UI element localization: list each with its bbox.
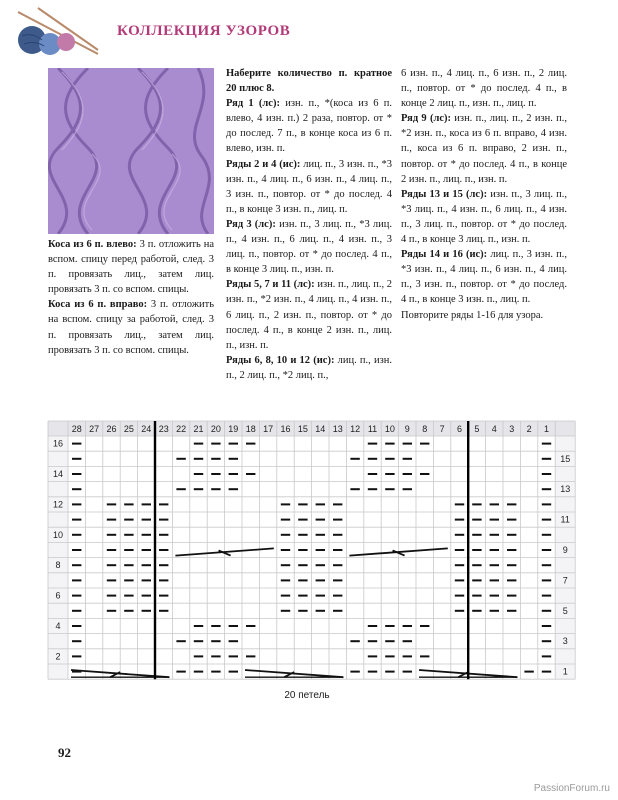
chart-row-label-right: 9 bbox=[562, 545, 568, 555]
chart-column-label: 19 bbox=[228, 424, 239, 434]
chart-column-label: 11 bbox=[367, 424, 378, 434]
chart-column-label: 4 bbox=[491, 424, 497, 434]
chart-column-label: 9 bbox=[404, 424, 410, 434]
chart-row-label-left: 16 bbox=[52, 438, 64, 449]
rows6-12-title: Ряды 6, 8, 10 и 12 (ис): bbox=[226, 354, 335, 366]
chart-column-label: 8 bbox=[422, 424, 428, 434]
chart-column-label: 25 bbox=[123, 424, 134, 434]
chart-column-label: 1 bbox=[543, 424, 550, 434]
chart-row-label-right: 1 bbox=[562, 666, 568, 677]
rows14-16-title: Ряды 14 и 16 (ис): bbox=[401, 249, 488, 261]
chart-caption: 20 петель bbox=[284, 690, 330, 701]
row1-title: Ряд 1 (лс): bbox=[226, 98, 280, 110]
chart-column-label: 22 bbox=[176, 424, 187, 434]
chart-row-label-left: 2 bbox=[55, 651, 61, 662]
chart-row-label-left: 6 bbox=[55, 590, 61, 601]
row3-text: изн. п., 3 лиц. п., *3 лиц. п., 4 изн. п., 6 лиц. п., 4 изн. п., 3 лиц. п., повтор. от * до послед. 4 п., в конце 3 лиц. п., изн. п. bbox=[226, 218, 392, 276]
rows2-4-text: лиц. п., 3 изн. п., *3 изн. п., 4 лиц. п., 6 изн. п., 4 лиц. п., 3 изн. п., повтор. от * до послед. 4 п., в конце 3 изн. п., лиц. п. bbox=[226, 158, 393, 215]
chart-column-label: 5 bbox=[474, 424, 480, 434]
rows13-15-text: изн. п., 3 лиц. п., *3 лиц. п., 4 изн. п., 6 лиц. п., 4 изн. п., 3 лиц. п., повтор. от * до послед. 4 п., в конце 3 лиц. п., изн. п. bbox=[401, 188, 567, 246]
rows14-16-text: лиц. п., 3 изн. п., *3 изн. п., 4 лиц. п., 6 изн. п., 4 лиц. п., 3 изн. п., повтор. от * до послед. 4 п., в конце 3 изн. п., лиц. п. bbox=[401, 249, 568, 306]
page-number: 92 bbox=[58, 745, 71, 760]
cable-left-title: Коса из 6 п. влево: bbox=[48, 239, 137, 250]
chart-row-label-left: 12 bbox=[52, 499, 64, 510]
row9-text: изн. п., лиц. п., 2 изн. п., *2 изн. п., коса из 6 п. вправо, 4 изн. п., коса из 6 п. вправо, 2 изн. п., повтор. от * до послед. 4 п., в конце 2 изн. п., лиц. п., изн. п. bbox=[401, 113, 567, 185]
chart-row-label-left: 4 bbox=[55, 621, 61, 631]
chart-column-label: 3 bbox=[509, 424, 515, 434]
rows13-15-title: Ряды 13 и 15 (лс): bbox=[401, 188, 488, 200]
chart-column-label: 6 bbox=[456, 424, 463, 434]
cable-left-text: 3 п. отложить на вспом. спицу перед работой, след. 3 п. провязать лиц., затем лиц. провязать 3 п. со вспом. спицы. bbox=[48, 239, 215, 296]
chart-row-label-left: 10 bbox=[52, 529, 64, 540]
chart-column-label: 12 bbox=[350, 424, 361, 434]
row9-title: Ряд 9 (лс): bbox=[401, 113, 451, 125]
rows5-7-11-text: изн. п., лиц. п., 2 изн. п., *2 изн. п., 4 лиц. п., 4 изн. п., 6 лиц. п., 2 изн. п., повтор. от * до послед. 4 п., в конце 2 изн. п., лиц. п., изн. п. bbox=[226, 279, 393, 351]
rows2-4-title: Ряды 2 и 4 (ис): bbox=[226, 158, 301, 170]
chart-column-label: 14 bbox=[315, 424, 326, 434]
chart-column-label: 27 bbox=[89, 424, 100, 434]
chart-column-label: 20 bbox=[210, 424, 221, 434]
chart-row-label-right: 5 bbox=[562, 605, 568, 616]
chart-column-label: 10 bbox=[384, 424, 395, 434]
chart-row-label-right: 15 bbox=[560, 453, 571, 464]
rows6-12-text: лиц. п., изн. п., 2 лиц. п., *2 лиц. п., bbox=[226, 354, 392, 381]
repeat-instruction: Повторите ряды 1-16 для узора. bbox=[401, 309, 544, 321]
cable-right-title: Коса из 6 п. вправо: bbox=[48, 299, 148, 311]
rows6-12-continued: 6 изн. п., 4 лиц. п., 6 изн. п., 2 лиц. п., повтор. от * до послед. 4 п., в конце 2 лиц. п., изн. п., лиц. п. bbox=[401, 68, 567, 110]
chart-column-label: 24 bbox=[141, 424, 152, 434]
chart-row-label-right: 3 bbox=[562, 636, 568, 647]
chart-row-label-right: 7 bbox=[562, 575, 568, 586]
chart-column-label: 23 bbox=[158, 424, 169, 434]
cable-right-text: 3 п. отложить на вспом. спицу за работой, след. 3 п. провязать лиц., затем лиц. провязать 3 п. со вспом. спицы. bbox=[48, 299, 215, 356]
chart-column-label: 2 bbox=[526, 424, 532, 434]
chart-column-label: 13 bbox=[332, 424, 343, 434]
chart-row-label-left: 8 bbox=[55, 560, 61, 571]
chart-column-label: 15 bbox=[297, 424, 308, 434]
chart-row-label-right: 11 bbox=[560, 514, 570, 525]
cast-on-intro: Наберите количество п. кратное 20 плюс 8. bbox=[226, 68, 392, 95]
rows5-7-11-title: Ряды 5, 7 и 11 (лс): bbox=[226, 279, 315, 291]
row3-title: Ряд 3 (лс): bbox=[226, 218, 276, 230]
chart-column-label: 17 bbox=[263, 424, 274, 434]
row1-text: изн. п., *(коса из 6 п. влево, 4 изн. п.) 2 раза, повтор. от * до послед. 7 п., в конце коса из 6 п. влево, изн. п. bbox=[226, 98, 393, 155]
chart-column-label: 26 bbox=[106, 424, 117, 434]
chart-row-label-right: 13 bbox=[560, 484, 571, 495]
chart-column-label: 7 bbox=[439, 424, 445, 434]
chart-row-label-left: 14 bbox=[52, 469, 64, 479]
watermark: PassionForum.ru bbox=[533, 783, 610, 794]
chart-column-label: 16 bbox=[280, 424, 291, 434]
chart-column-label: 21 bbox=[193, 424, 204, 434]
chart-column-label: 28 bbox=[71, 424, 82, 434]
page-title: КОЛЛЕКЦИЯ УЗОРОВ bbox=[117, 23, 291, 39]
chart-column-label: 18 bbox=[245, 424, 256, 434]
